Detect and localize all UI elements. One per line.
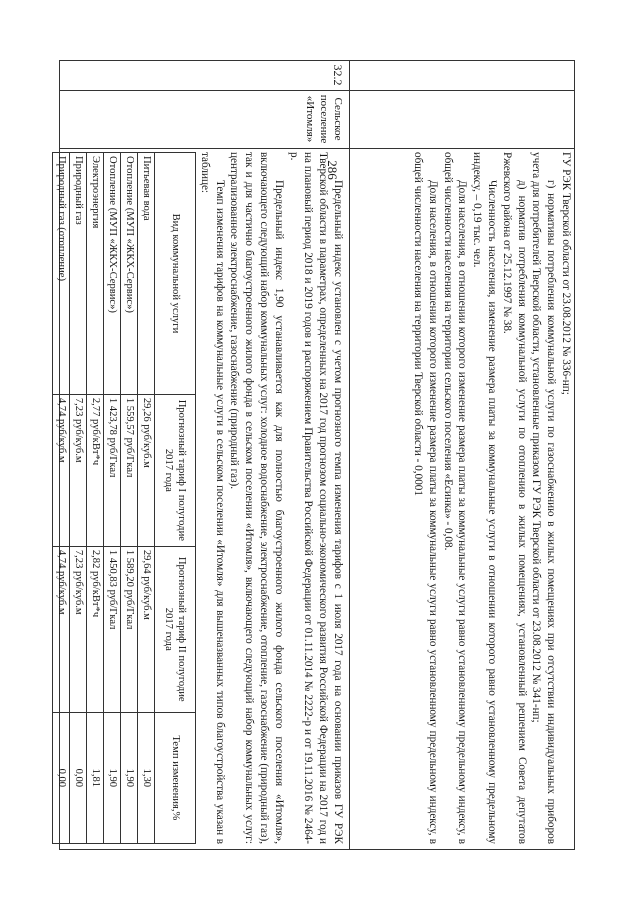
change-rate-cell: 1,81 [87, 712, 104, 843]
table-row [138, 153, 155, 844]
prev-para-4: Доля населения, в отношении которого изменение размера платы за коммунальные услуги равно установленному предельному индексу, в общей численности населения на территории сельского поселения «Есинка» - 0,08. [441, 152, 469, 844]
prev-block [410, 152, 573, 844]
row-number: 32.2 [331, 64, 345, 86]
row-para-1: Предельный индекс 1,90 устанавливается как для полностью благоустроенного жилого фонда сельского поселения «Итомля», включающего следующий набор коммунальных услуг: холодное водоснабжение, электроснабжение, отопление, газоснабжение (природный газ), так и для частично благоустроенного жилого фонда в сельском поселении «Итомля», включающего следующий набор коммунальных услуг: централизованное электроснабжение, газоснабжение (природный газ). [228, 152, 285, 844]
tariff-h1-cell: 1 559,57 руб/Гкал [121, 394, 138, 546]
tariff-h2-cell: 4,74 руб/куб.м [53, 546, 70, 712]
service-cell: Отопление (МУП «ЖКХ-Сервис») [121, 153, 138, 395]
header-service: Вид коммунальной услуги [155, 153, 196, 395]
change-rate-cell: 0,00 [70, 712, 87, 843]
table-row [121, 153, 138, 844]
table-row [70, 153, 87, 844]
change-rate-cell: 0,00 [53, 712, 70, 843]
change-rate-cell: 1,30 [138, 712, 155, 843]
header-tariff-h2: Прогнозный тариф II полугодие 2017 года [155, 546, 196, 712]
tariff-h2-cell: 1 450,83 руб/Гкал [104, 546, 121, 712]
service-cell: Природный газ [70, 153, 87, 395]
table-row [104, 153, 121, 844]
prev-line-0: ГУ РЭК Тверской области от 23.08.2012 № 336-нп; [560, 152, 572, 395]
change-rate-cell: 1,90 [121, 712, 138, 843]
col-divider-name [59, 148, 575, 149]
service-cell: Питьевая вода [138, 153, 155, 395]
service-cell: Электроэнергия [87, 153, 104, 395]
tariff-h1-cell: 1 423,78 руб/Гкал [104, 394, 121, 546]
tariff-h2-cell: 29,64 руб/куб.м [138, 546, 155, 712]
header-tariff-h1: Прогнозный тариф I полугодие 2017 года [155, 394, 196, 546]
row-para-0: Предельный индекс установлен с учетом прогнозного темпа изменения тарифов с 1 июля 2017 года на основании приказов ГУ РЭК Тверской области в параметрах, определенных на 2017 год прогнозом социально-экономического развития Российской Федерации на 2017 год и на плановый период 2018 и 2019 годов и распоряжением Правительства Российской Федерации от 01.11.2014 № 2222-р и от 19.11.2016 № 2464-р. [287, 152, 344, 844]
tariff-h2-cell: 7,23 руб/куб.м [70, 546, 87, 712]
change-rate-cell: 1,90 [104, 712, 121, 843]
rotated-page [55, 60, 575, 850]
tariff-h2-cell: 1 589,20 руб/Гкал [121, 546, 138, 712]
row-para-2: Темп изменения тарифов на коммунальные услуги в сельском поселении «Итомля» для вышеназванных типов благоустройства указан в таблице: [198, 152, 226, 844]
tariff-h1-cell: 4,74 руб/куб.м [53, 394, 70, 546]
row-name: Сельское поселение «Итомля» [304, 94, 344, 144]
table-row [87, 153, 104, 844]
row-content [52, 152, 345, 844]
prev-para-1: г) нормативы потребления коммунальной услуги по газоснабжению в жилых помещениях при отсутствии индивидуальных приборов учета для потребителей Тверской области, установленные приказом ГУ РЭК Тверской области от 23.08.2012 № 341-нп; [530, 152, 558, 844]
row-divider [349, 60, 350, 850]
tariff-h2-cell: 2,82 руб/кВт*ч [87, 546, 104, 712]
prev-para-3: Численность населения, изменение размера платы за коммунальные услуги в отношении которого равно установленному предельному индексу, – 0,19 тыс. чел. [471, 152, 499, 844]
page-number: 286 [325, 160, 340, 180]
tariff-h1-cell: 29,26 руб/куб.м [138, 394, 155, 546]
header-change-rate: Темп изменения,% [155, 712, 196, 843]
table-row [53, 153, 70, 844]
prev-para-2: д) норматив потребления коммунальной услуги по отоплению в жилых помещениях, установленный решением Совета депутатов Ржевского района от 25.12.1997 № 38. [500, 152, 528, 844]
tariff-table-header [155, 153, 196, 844]
tariff-h1-cell: 7,23 руб/куб.м [70, 394, 87, 546]
tariff-table [52, 152, 196, 844]
tariff-h1-cell: 2,77 руб/кВт*ч [87, 394, 104, 546]
service-cell: Отопление (МУП «ЖКХ-Сервис») [104, 153, 121, 395]
prev-para-5: Доля населения, в отношении которого изменение размера платы за коммунальные услуги равно установленному предельному индексу, в общей численности населения на территории Тверской области - 0,0001 [412, 152, 439, 844]
service-cell: Природный газ (отопление) [53, 153, 70, 395]
